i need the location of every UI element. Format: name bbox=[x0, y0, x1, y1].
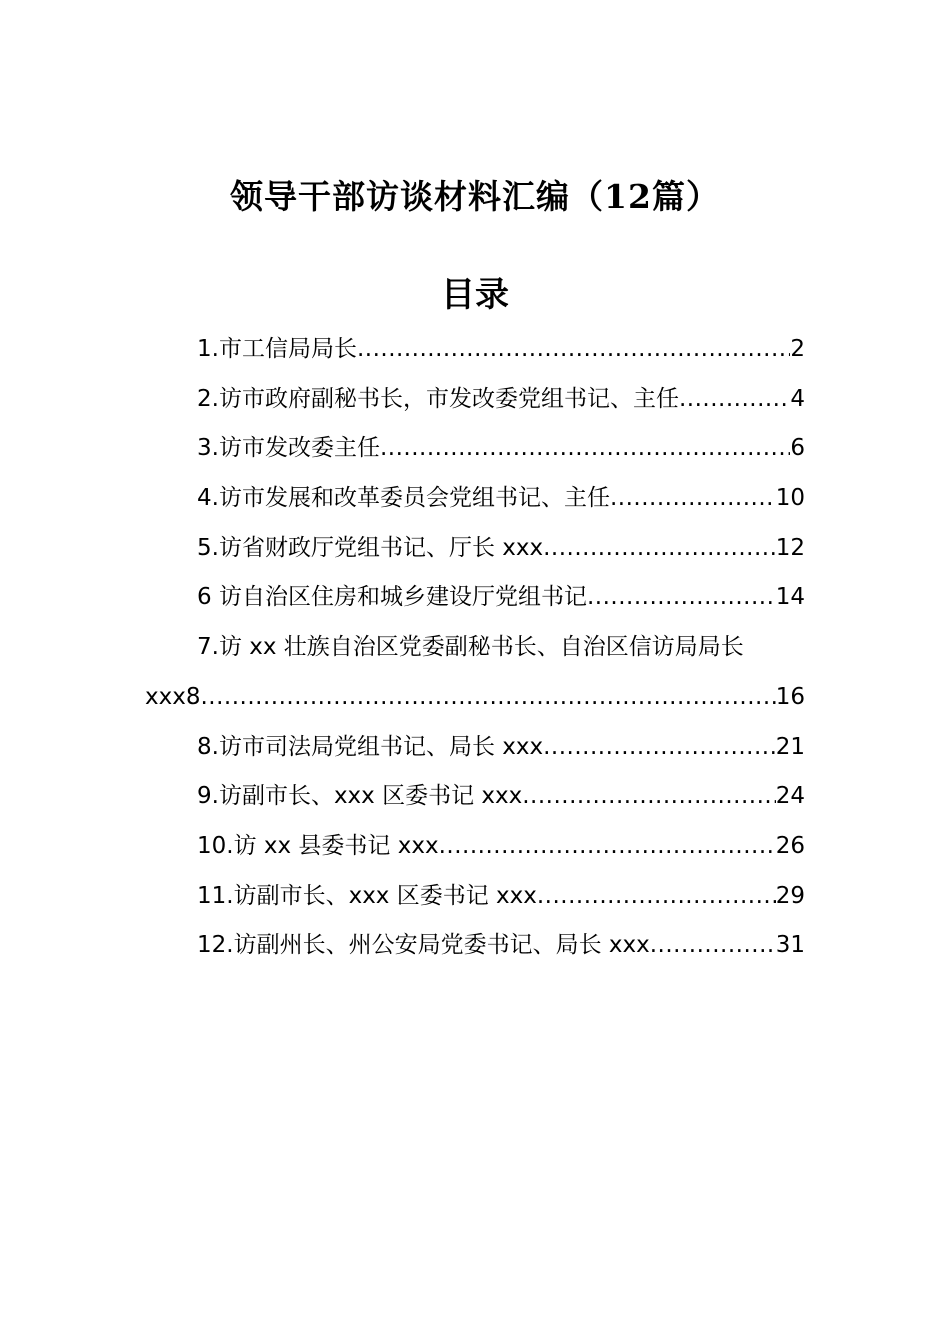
toc-entry-2[interactable] bbox=[145, 375, 805, 425]
toc-entry-9[interactable] bbox=[145, 772, 805, 822]
toc-entry-page: 21 bbox=[775, 733, 805, 760]
toc-entry-title: 2.访市政府副秘书长，市发改委党组书记、主任 bbox=[197, 385, 679, 412]
toc-entry-title: 6 访自治区住房和城乡建设厅党组书记 bbox=[197, 584, 587, 611]
toc-entry-title-line1: 7.访 xx 壮族自治区党委副秘书长、自治区信访局局长 bbox=[197, 634, 744, 661]
dot-leader bbox=[587, 573, 776, 623]
toc-entry-page: 10 bbox=[775, 485, 805, 512]
toc-entry-page: 26 bbox=[775, 832, 805, 859]
toc-heading: 目录 bbox=[441, 275, 509, 315]
dot-leader bbox=[200, 673, 775, 723]
toc-entry-6[interactable] bbox=[145, 573, 805, 623]
toc-entry-page: 14 bbox=[775, 584, 805, 611]
dot-leader bbox=[650, 921, 776, 971]
toc-entry-title: 12.访副州长、州公安局党委书记、局长 xxx bbox=[197, 932, 650, 959]
toc-entry-title: 10.访 xx 县委书记 xxx bbox=[197, 832, 439, 859]
table-of-contents bbox=[145, 325, 805, 971]
toc-entry-page: 12 bbox=[775, 534, 805, 561]
document-title: 领导干部访谈材料汇编（12篇） bbox=[230, 177, 720, 216]
dot-leader bbox=[610, 474, 776, 524]
toc-entry-11[interactable] bbox=[145, 872, 805, 922]
toc-entry-4[interactable] bbox=[145, 474, 805, 524]
dot-leader bbox=[357, 325, 790, 375]
toc-entry-8[interactable] bbox=[145, 723, 805, 773]
toc-entry-5[interactable] bbox=[145, 524, 805, 574]
toc-entry-page: 31 bbox=[775, 932, 805, 959]
toc-entry-page: 16 bbox=[775, 683, 805, 710]
toc-entry-title: 4.访市发展和改革委员会党组书记、主任 bbox=[197, 485, 610, 512]
dot-leader bbox=[380, 424, 790, 474]
toc-entry-page: 24 bbox=[775, 783, 805, 810]
dot-leader bbox=[439, 822, 776, 872]
dot-leader bbox=[537, 872, 776, 922]
toc-entry-page: 2 bbox=[790, 336, 805, 362]
toc-entry-title: 5.访省财政厅党组书记、厅长 xxx bbox=[197, 534, 544, 561]
toc-entry-1[interactable] bbox=[145, 325, 805, 375]
toc-entry-7[interactable] bbox=[145, 623, 805, 722]
toc-entry-title: 11.访副市长、xxx 区委书记 xxx bbox=[197, 882, 537, 909]
toc-entry-title-line2: xxx8 bbox=[145, 683, 201, 710]
dot-leader bbox=[522, 772, 775, 822]
toc-entry-title: 3.访市发改委主任 bbox=[197, 435, 380, 462]
toc-entry-12[interactable] bbox=[145, 921, 805, 971]
toc-entry-3[interactable] bbox=[145, 424, 805, 474]
toc-entry-title: 8.访市司法局党组书记、局长 xxx bbox=[197, 733, 544, 760]
toc-entry-title: 1.市工信局局长 bbox=[197, 336, 357, 362]
toc-entry-second-line bbox=[145, 673, 805, 723]
toc-entry-title: 9.访副市长、xxx 区委书记 xxx bbox=[197, 783, 523, 810]
toc-entry-page: 4 bbox=[790, 385, 805, 412]
toc-entry-10[interactable] bbox=[145, 822, 805, 872]
dot-leader bbox=[543, 723, 776, 773]
toc-entry-page: 29 bbox=[775, 882, 805, 909]
dot-leader bbox=[679, 375, 790, 425]
dot-leader bbox=[543, 524, 776, 574]
toc-entry-page: 6 bbox=[790, 435, 805, 462]
